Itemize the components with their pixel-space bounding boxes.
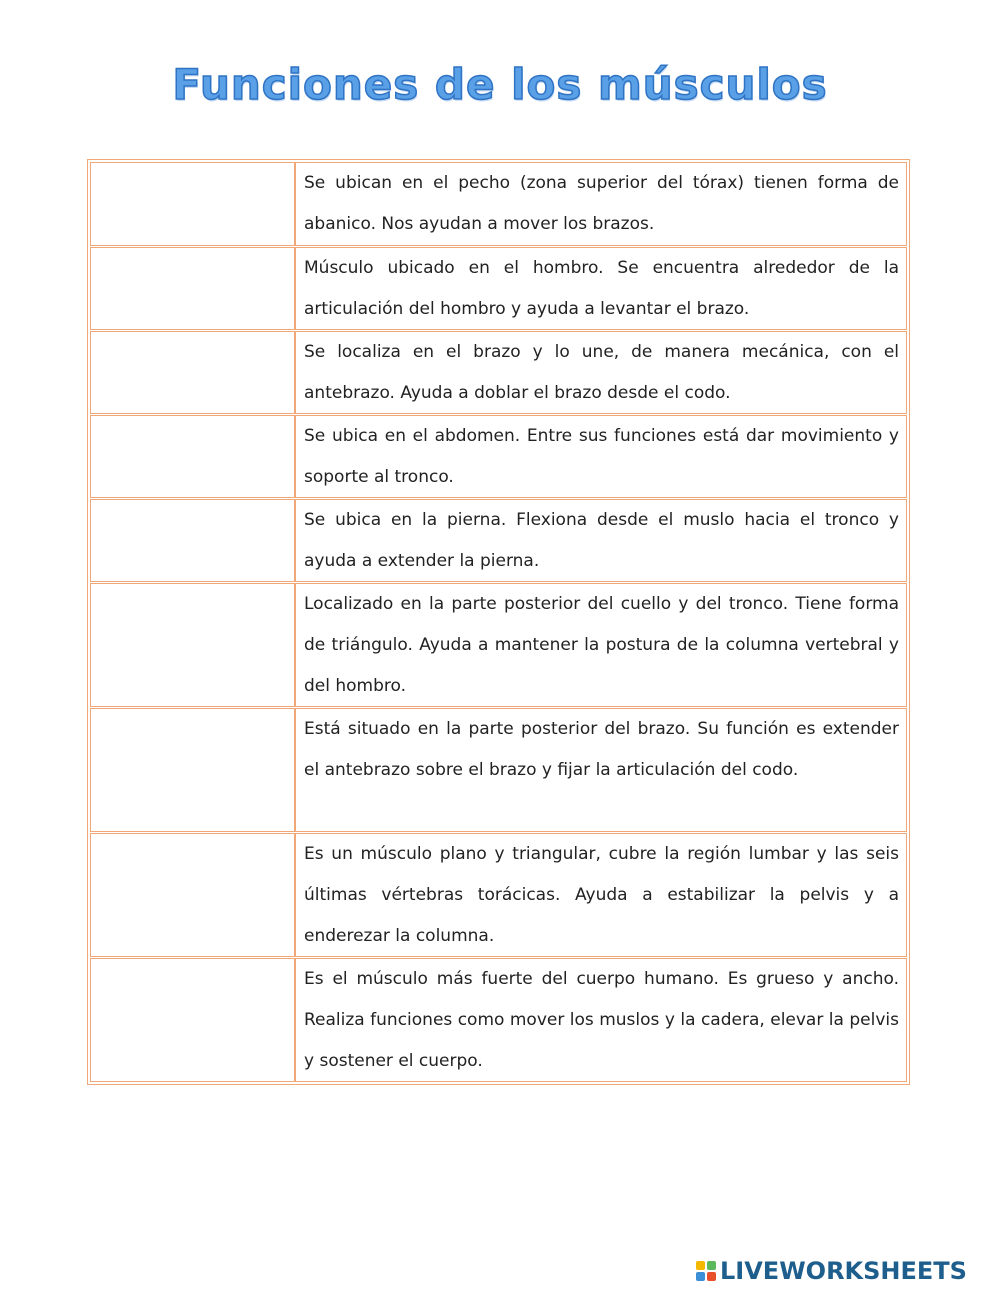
muscle-description: Se ubica en la pierna. Flexiona desde el muslo hacia el tronco y ayuda a extender la pierna. <box>304 510 899 571</box>
answer-input[interactable] <box>91 834 296 956</box>
table-row <box>90 499 907 582</box>
table-row <box>90 247 907 330</box>
muscle-description: Está situado en la parte posterior del brazo. Su función es extender el antebrazo sobre el brazo y fijar la articulación del codo. <box>304 719 899 780</box>
muscle-description: Se ubica en el abdomen. Entre sus funciones está dar movimiento y soporte al tronco. <box>304 426 899 487</box>
muscle-functions-table <box>87 159 910 1085</box>
answer-input[interactable] <box>91 248 296 329</box>
muscle-description: Se ubican en el pecho (zona superior del tórax) tienen forma de abanico. Nos ayudan a mover los brazos. <box>304 173 899 234</box>
brand-name: LIVEWORKSHEETS <box>720 1257 967 1285</box>
answer-input[interactable] <box>91 163 296 245</box>
answer-input[interactable] <box>91 959 296 1081</box>
table-row <box>90 415 907 498</box>
answer-input[interactable] <box>91 709 296 831</box>
table-row <box>90 162 907 246</box>
table-row <box>90 708 907 832</box>
muscle-description: Se localiza en el brazo y lo une, de manera mecánica, con el antebrazo. Ayuda a doblar el brazo desde el codo. <box>304 342 899 403</box>
muscle-description: Localizado en la parte posterior del cuello y del tronco. Tiene forma de triángulo. Ayuda a mantener la postura de la columna vertebral y del hombro. <box>304 594 899 696</box>
answer-input[interactable] <box>91 332 296 413</box>
page-title: Funciones de los músculos <box>172 60 828 109</box>
table-row <box>90 958 907 1082</box>
table-row <box>90 833 907 957</box>
table-row <box>90 331 907 414</box>
table-row <box>90 583 907 707</box>
liveworksheets-logo-icon <box>696 1261 716 1281</box>
muscle-description: Es un músculo plano y triangular, cubre la región lumbar y las seis últimas vértebras torácicas. Ayuda a estabilizar la pelvis y a enderezar la columna. <box>304 844 899 946</box>
answer-input[interactable] <box>91 500 296 581</box>
muscle-description: Músculo ubicado en el hombro. Se encuentra alrededor de la articulación del hombro y ayuda a levantar el brazo. <box>304 258 899 319</box>
muscle-description: Es el músculo más fuerte del cuerpo humano. Es grueso y ancho. Realiza funciones como mover los muslos y la cadera, elevar la pelvis y sostener el cuerpo. <box>304 969 899 1071</box>
answer-input[interactable] <box>91 416 296 497</box>
liveworksheets-brand <box>696 1256 967 1286</box>
answer-input[interactable] <box>91 584 296 706</box>
